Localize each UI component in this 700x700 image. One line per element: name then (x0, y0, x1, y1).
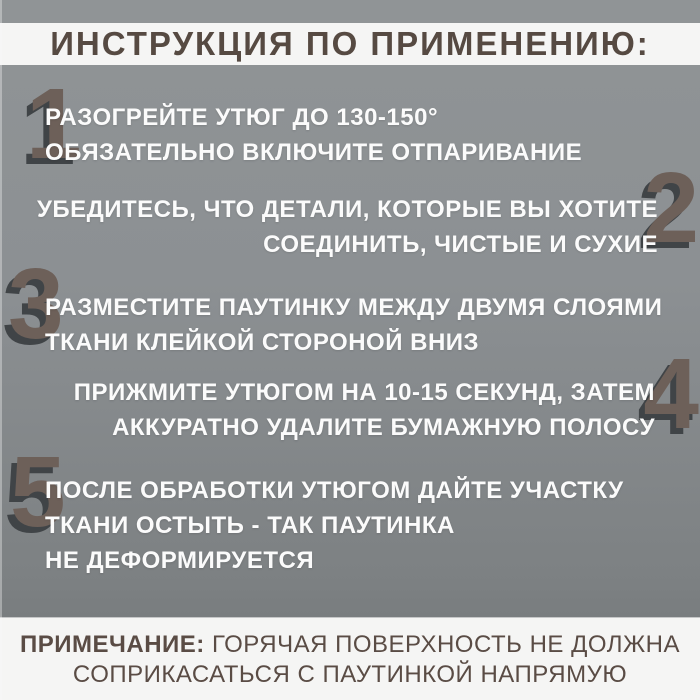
note-label: ПРИМЕЧАНИЕ: (20, 630, 205, 658)
step-5-line-3: НЕ ДЕФОРМИРУЕТСЯ (45, 547, 315, 574)
note-line-1 (20, 630, 680, 660)
step-3-line-1: РАЗМЕСТИТЕ ПАУТИНКУ МЕЖДУ ДВУМЯ СЛОЯМИ (45, 294, 663, 321)
step-5-number: 5 (10, 436, 64, 548)
step-2-number: 2 (643, 152, 697, 264)
note-text-1: ГОРЯЧАЯ ПОВЕРХНОСТЬ НЕ ДОЛЖНА (211, 630, 680, 658)
note-line-2: СОПРИКАСАТЬСЯ С ПАУТИНКОЙ НАПРЯМУЮ (72, 660, 628, 688)
title-band (0, 23, 700, 65)
step-3-line-2: ТКАНИ КЛЕЙКОЙ СТОРОНОЙ ВНИЗ (45, 329, 480, 356)
step-2-line-2: СОЕДИНИТЬ, ЧИСТЫЕ И СУХИЕ (263, 231, 658, 258)
step-1-line-1: РАЗОГРЕЙТЕ УТЮГ ДО 130-150° (45, 104, 439, 131)
step-2-text (37, 192, 658, 262)
step-4-text (74, 375, 655, 445)
step-5-line-2: ТКАНИ ОСТЫТЬ - ТАК ПАУТИНКА (45, 512, 455, 539)
step-4-line-2: АККУРАТНО УДАЛИТЕ БУМАЖНУЮ ПОЛОСУ (112, 414, 655, 441)
step-1-number: 1 (26, 68, 80, 180)
step-1-line-2: ОБЯЗАТЕЛЬНО ВКЛЮЧИТЕ ОТПАРИВАНИЕ (45, 139, 583, 166)
note-band (0, 617, 700, 700)
page-title: ИНСТРУКЦИЯ ПО ПРИМЕНЕНИЮ: (50, 25, 650, 62)
step-4-line-1: ПРИЖМИТЕ УТЮГОМ НА 10-15 СЕКУНД, ЗАТЕМ (73, 379, 655, 406)
step-5-text (45, 473, 624, 578)
step-3-number: 3 (8, 248, 62, 360)
step-2-line-1: УБЕДИТЕСЬ, ЧТО ДЕТАЛИ, КОТОРЫЕ ВЫ ХОТИТЕ (36, 196, 658, 223)
step-5-line-1: ПОСЛЕ ОБРАБОТКИ УТЮГОМ ДАЙТЕ УЧАСТКУ (45, 477, 624, 504)
step-1-text (45, 100, 582, 170)
step-4-number: 4 (643, 338, 697, 450)
step-3-text (45, 290, 662, 360)
